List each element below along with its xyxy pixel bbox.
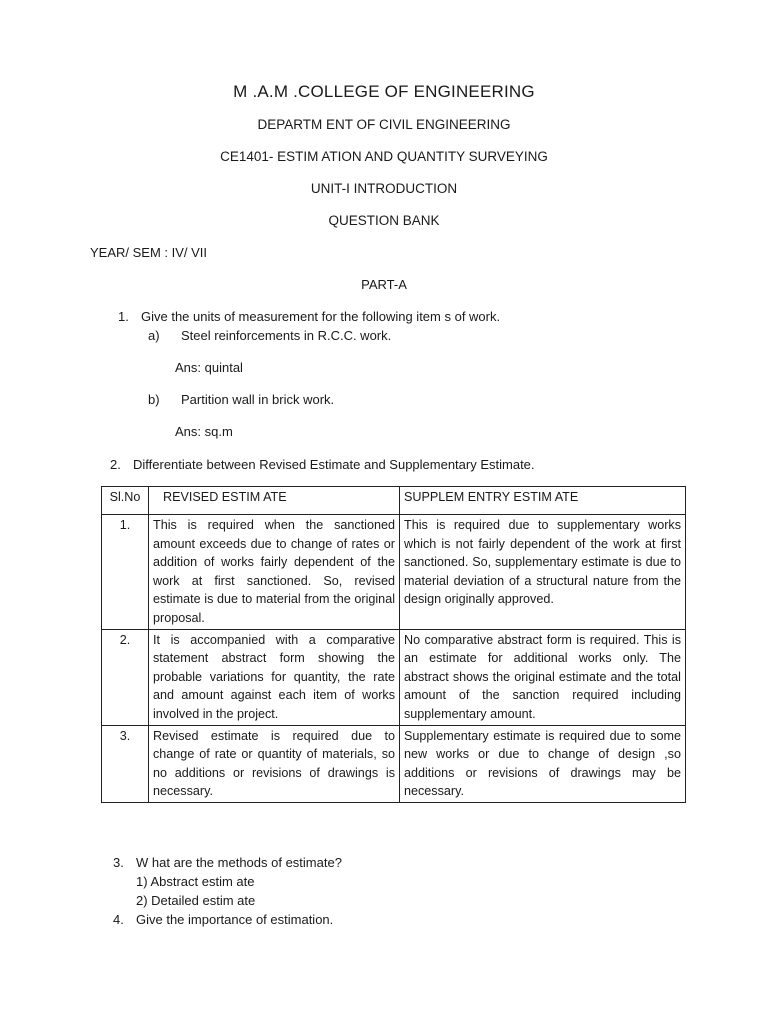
- question-text: Differentiate between Revised Estimate and Supplementary Estimate.: [133, 457, 535, 472]
- supplementary-estimate-cell: Supplementary estimate is required due to some new works or due to change of design ,so additions or revisions of drawings may be necessary.: [400, 725, 686, 802]
- comparison-table: [101, 486, 686, 803]
- question-number: 4.: [113, 912, 124, 927]
- list-item: 1) Abstract estim ate: [136, 874, 255, 889]
- column-header-revised: REVISED ESTIM ATE: [149, 487, 400, 515]
- supplementary-estimate-cell: No comparative abstract form is required. This is an estimate for additional works only. The abstract shows the original estimate and the total amount of the sanction required including supplementary amount.: [400, 629, 686, 725]
- question-text: Give the units of measurement for the following item s of work.: [141, 309, 501, 324]
- sub-item-text: Partition wall in brick work.: [181, 392, 335, 407]
- question-number: 1.: [118, 309, 129, 324]
- revised-estimate-cell: It is accompanied with a comparative statement abstract form showing the probable variations for quantity, the rate and amount against each item of works involved in the project.: [149, 629, 400, 725]
- sub-item-label: b): [148, 392, 160, 407]
- list-item: 2) Detailed estim ate: [136, 893, 256, 908]
- course-title: CE1401- ESTIM ATION AND QUANTITY SURVEYING: [220, 149, 548, 164]
- answer-text: Ans: quintal: [175, 360, 243, 375]
- table-row: [102, 515, 686, 630]
- row-number: 3.: [102, 725, 149, 802]
- year-semester: YEAR/ SEM : IV/ VII: [90, 245, 208, 260]
- supplementary-estimate-cell: This is required due to supplementary works which is not fairly dependent of the work at first sanctioned. So, supplementary estimate is due to material deviation of a structural nature from the design originally approved.: [400, 515, 686, 630]
- table-header-row: [102, 487, 686, 515]
- row-number: 1.: [102, 515, 149, 630]
- column-header-slno: Sl.No: [102, 487, 149, 515]
- sub-item-text: Steel reinforcements in R.C.C. work.: [181, 328, 392, 343]
- part-heading: PART-A: [361, 277, 407, 292]
- question-text: Give the importance of estimation.: [136, 912, 334, 927]
- department-title: DEPARTM ENT OF CIVIL ENGINEERING: [257, 117, 511, 132]
- column-header-supplementary: SUPPLEM ENTRY ESTIM ATE: [400, 487, 686, 515]
- question-number: 2.: [110, 457, 121, 472]
- revised-estimate-cell: Revised estimate is required due to change of rate or quantity of materials, so no additions or revisions of drawings is necessary.: [149, 725, 400, 802]
- table-row: [102, 629, 686, 725]
- unit-title: UNIT-I INTRODUCTION: [310, 181, 458, 196]
- answer-text: Ans: sq.m: [175, 424, 233, 439]
- row-number: 2.: [102, 629, 149, 725]
- sub-item-label: a): [148, 328, 160, 343]
- table-row: [102, 725, 686, 802]
- question-number: 3.: [113, 855, 124, 870]
- question-text: W hat are the methods of estimate?: [136, 855, 342, 870]
- document-type: QUESTION BANK: [328, 213, 440, 228]
- college-title: M .A.M .COLLEGE OF ENGINEERING: [233, 82, 535, 101]
- revised-estimate-cell: This is required when the sanctioned amount exceeds due to change of rates or addition of works fairly dependent of the work at first sanctioned. So, revised estimate is due to material from the original proposal.: [149, 515, 400, 630]
